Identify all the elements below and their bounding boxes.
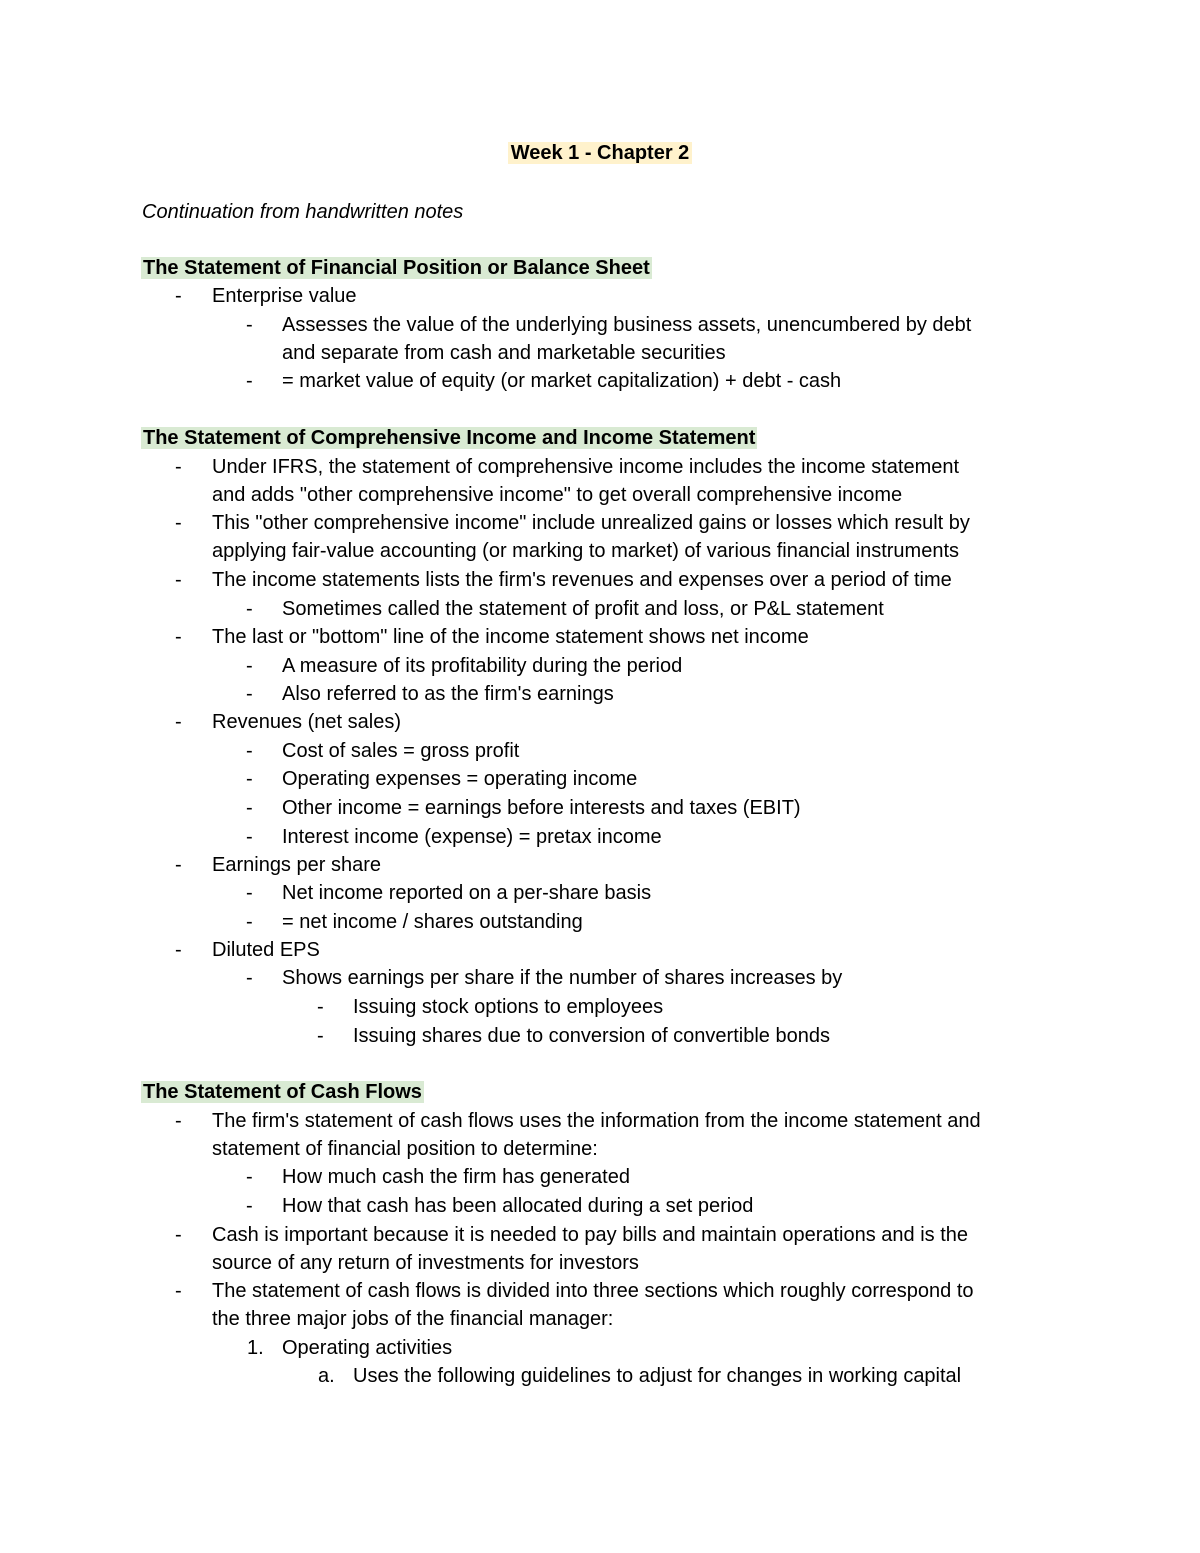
list-item: Cost of sales = gross profit [282, 740, 520, 762]
bullet-dash: - [246, 768, 253, 790]
list-item: = net income / shares outstanding [282, 911, 583, 933]
list-item: Interest income (expense) = pretax income [282, 826, 662, 848]
bullet-dash: - [246, 882, 253, 904]
section-heading-income-statement: The Statement of Comprehensive Income and Income Statement [143, 427, 756, 449]
list-item: The last or "bottom" line of the income statement shows net income [212, 626, 809, 648]
list-item-continuation: statement of financial position to determine: [212, 1138, 598, 1160]
bullet-dash: - [175, 711, 182, 733]
bullet-dash: - [246, 797, 253, 819]
list-item: Revenues (net sales) [212, 711, 401, 733]
list-item: Uses the following guidelines to adjust for changes in working capital [353, 1365, 962, 1387]
list-item-continuation: and adds "other comprehensive income" to get overall comprehensive income [212, 484, 903, 506]
list-item: Enterprise value [212, 285, 357, 307]
list-item-continuation: and separate from cash and marketable securities [282, 342, 726, 364]
bullet-dash: - [246, 655, 253, 677]
list-item: The firm's statement of cash flows uses the information from the income statement and [212, 1110, 981, 1132]
bullet-dash: - [175, 512, 182, 534]
list-number: 1. [247, 1337, 264, 1359]
list-item: How that cash has been allocated during a set period [282, 1195, 754, 1217]
list-item: Earnings per share [212, 854, 381, 876]
bullet-dash: - [246, 967, 253, 989]
bullet-dash: - [246, 314, 253, 336]
list-item: The statement of cash flows is divided into three sections which roughly correspond to [212, 1280, 974, 1302]
list-item: Operating activities [282, 1337, 453, 1359]
list-item: = market value of equity (or market capitalization) + debt - cash [282, 370, 842, 392]
list-item: Shows earnings per share if the number of shares increases by [282, 967, 843, 989]
bullet-dash: - [246, 826, 253, 848]
list-item-continuation: applying fair-value accounting (or marking to market) of various financial instruments [212, 540, 960, 562]
list-item: The income statements lists the firm's revenues and expenses over a period of time [212, 569, 952, 591]
bullet-dash: - [175, 456, 182, 478]
list-item: Issuing shares due to conversion of convertible bonds [353, 1025, 830, 1047]
page-title [0, 138, 1200, 168]
list-item: Assesses the value of the underlying business assets, unencumbered by debt [282, 314, 972, 336]
bullet-dash: - [246, 740, 253, 762]
bullet-dash: - [175, 1224, 182, 1246]
bullet-dash: - [175, 939, 182, 961]
list-item: Net income reported on a per-share basis [282, 882, 652, 904]
list-item: A measure of its profitability during the period [282, 655, 683, 677]
bullet-dash: - [175, 285, 182, 307]
list-item: This "other comprehensive income" include unrealized gains or losses which result by [212, 512, 970, 534]
bullet-dash: - [175, 626, 182, 648]
list-item: Also referred to as the firm's earnings [282, 683, 614, 705]
page-title-text: Week 1 - Chapter 2 [508, 142, 693, 164]
list-item: Issuing stock options to employees [353, 996, 664, 1018]
bullet-dash: - [246, 911, 253, 933]
bullet-dash: - [317, 996, 324, 1018]
list-item: Under IFRS, the statement of comprehensive income includes the income statement [212, 456, 960, 478]
list-letter: a. [318, 1365, 335, 1387]
list-item: Operating expenses = operating income [282, 768, 638, 790]
bullet-dash: - [246, 1195, 253, 1217]
bullet-dash: - [246, 370, 253, 392]
section-heading-balance-sheet: The Statement of Financial Position or Balance Sheet [143, 257, 650, 279]
list-item-continuation: source of any return of investments for investors [212, 1252, 639, 1274]
bullet-dash: - [175, 1110, 182, 1132]
bullet-dash: - [246, 598, 253, 620]
page-subtitle: Continuation from handwritten notes [142, 201, 464, 223]
list-item: How much cash the firm has generated [282, 1166, 630, 1188]
list-item-continuation: the three major jobs of the financial manager: [212, 1308, 614, 1330]
section-heading-cash-flows: The Statement of Cash Flows [143, 1081, 422, 1103]
list-item: Diluted EPS [212, 939, 320, 961]
list-item: Sometimes called the statement of profit and loss, or P&L statement [282, 598, 884, 620]
bullet-dash: - [175, 1280, 182, 1302]
bullet-dash: - [317, 1025, 324, 1047]
bullet-dash: - [175, 854, 182, 876]
list-item: Other income = earnings before interests and taxes (EBIT) [282, 797, 801, 819]
list-item: Cash is important because it is needed to pay bills and maintain operations and is the [212, 1224, 969, 1246]
bullet-dash: - [246, 683, 253, 705]
bullet-dash: - [246, 1166, 253, 1188]
bullet-dash: - [175, 569, 182, 591]
